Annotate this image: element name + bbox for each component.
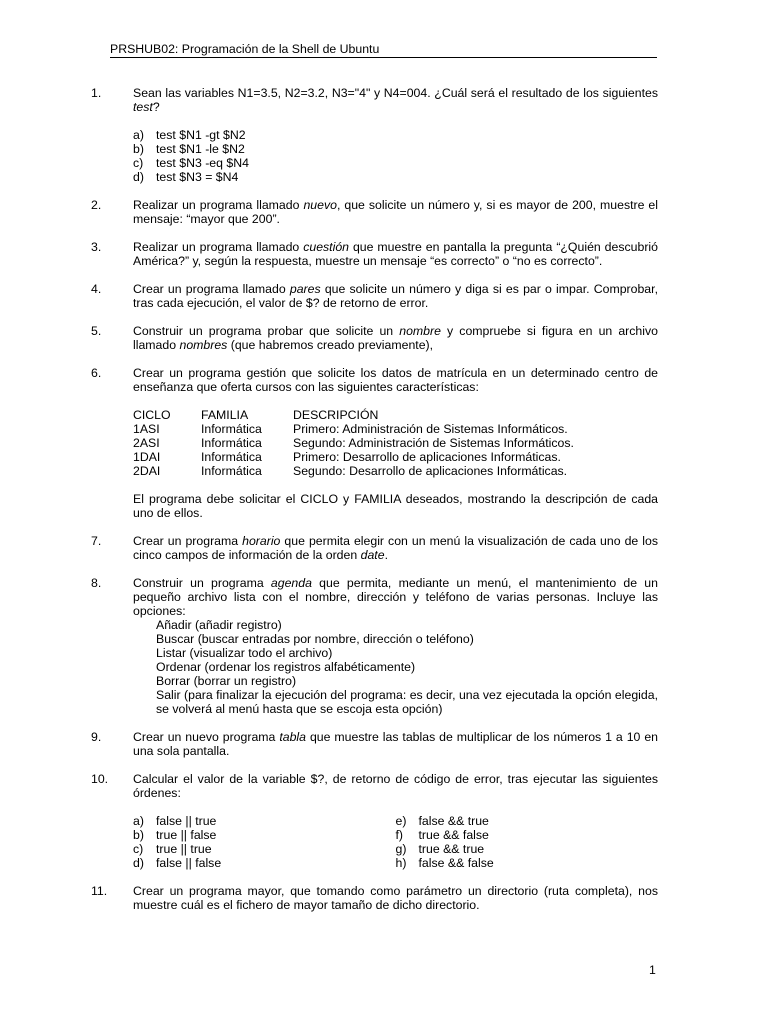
list-item: d) false || false xyxy=(133,856,222,870)
list-item: a) false || true xyxy=(133,814,217,828)
list-item: d) test $N3 = $N4 xyxy=(133,170,239,184)
list-item: g) true && true xyxy=(395,842,485,856)
page-header: PRSHUB02: Programación de la Shell de Ubuntu xyxy=(110,42,657,58)
exercise-text: Crear un programa horario que permita elegir con un menú la visualización de cada uno de los cinco campos de información de la orden date. xyxy=(133,534,658,562)
table-header: FAMILIA xyxy=(201,408,249,422)
option-list xyxy=(133,128,658,184)
exercise-4 xyxy=(91,282,658,310)
exercise-9 xyxy=(91,730,658,758)
table-cell: Primero: Administración de Sistemas Informáticos. xyxy=(293,422,568,436)
exercise-list xyxy=(91,86,658,926)
exercise-number: 9. xyxy=(91,730,102,744)
table-cell: Primero: Desarrollo de aplicaciones Informáticas. xyxy=(293,450,561,464)
exercise-text: Crear un programa llamado pares que solicite un número y diga si es par o impar. Comprobar, tras cada ejecución, el valor de $? de retorno de error. xyxy=(133,282,658,310)
exercise-2 xyxy=(91,198,658,226)
table-cell: 2ASI xyxy=(133,436,160,450)
exercise-number: 1. xyxy=(91,86,102,100)
list-item: Salir (para finalizar la ejecución del programa: es decir, una vez ejecutada la opción elegida, se volverá al menú hasta que se escoja esta opción) xyxy=(156,688,658,716)
exercise-6 xyxy=(91,366,658,520)
table-header: CICLO xyxy=(133,408,171,422)
exercise-text: Crear un nuevo programa tabla que muestre las tablas de multiplicar de los números 1 a 10 en una sola pantalla. xyxy=(133,730,658,758)
table-header: DESCRIPCIÓN xyxy=(293,408,379,422)
exercise-number: 4. xyxy=(91,282,102,296)
list-item: h) false && false xyxy=(395,856,494,870)
command-list xyxy=(133,814,658,870)
page-number: 1 xyxy=(649,963,656,977)
exercise-10 xyxy=(91,772,658,870)
table-cell: 2DAI xyxy=(133,464,161,478)
table-cell: Segundo: Administración de Sistemas Informáticos. xyxy=(293,436,574,450)
exercise-text: Sean las variables N1=3.5, N2=3.2, N3="4" y N4=004. ¿Cuál será el resultado de los siguientes test? xyxy=(133,86,658,114)
exercise-text: Construir un programa agenda que permita, mediante un menú, el mantenimiento de un pequeño archivo lista con el nombre, dirección y teléfono de varias personas. Incluye las opciones: xyxy=(133,576,658,618)
exercise-text: Crear un programa gestión que solicite los datos de matrícula en un determinado centro de enseñanza que oferta cursos con las siguientes características: xyxy=(133,366,658,394)
exercise-text: Calcular el valor de la variable $?, de retorno de código de error, tras ejecutar las siguientes órdenes: xyxy=(133,772,658,800)
list-item: c) true || true xyxy=(133,842,212,856)
table-cell: Informática xyxy=(201,422,262,436)
exercise-number: 5. xyxy=(91,324,102,338)
exercise-number: 7. xyxy=(91,534,102,548)
exercise-text: Realizar un programa llamado cuestión que muestre en pantalla la pregunta “¿Quién descubrió América?” y, según la respuesta, muestre un mensaje “es correcto” o “no es correcto”. xyxy=(133,240,658,268)
exercise-number: 6. xyxy=(91,366,102,380)
list-item: a) test $N1 -gt $N2 xyxy=(133,128,246,142)
exercise-number: 8. xyxy=(91,576,102,590)
list-item: e) false && true xyxy=(395,814,489,828)
exercise-text: Construir un programa probar que solicite un nombre y compruebe si figura en un archivo llamado nombres (que habremos creado previamente), xyxy=(133,324,658,352)
exercise-text: El programa debe solicitar el CICLO y FAMILIA deseados, mostrando la descripción de cada uno de ellos. xyxy=(133,492,658,520)
list-item: Listar (visualizar todo el archivo) xyxy=(156,646,333,660)
list-item: b) true || false xyxy=(133,828,217,842)
table-cell: Informática xyxy=(201,450,262,464)
exercise-5 xyxy=(91,324,658,352)
exercise-7 xyxy=(91,534,658,562)
course-table xyxy=(133,408,658,478)
exercise-text: Crear un programa mayor, que tomando como parámetro un directorio (ruta completa), nos muestre cuál es el fichero de mayor tamaño de dicho directorio. xyxy=(133,884,658,912)
exercise-11 xyxy=(91,884,658,912)
list-item: c) test $N3 -eq $N4 xyxy=(133,156,249,170)
exercise-number: 11. xyxy=(91,884,108,898)
exercise-8 xyxy=(91,576,658,716)
list-item: b) test $N1 -le $N2 xyxy=(133,142,245,156)
list-item: Ordenar (ordenar los registros alfabéticamente) xyxy=(156,660,416,674)
table-cell: 1DAI xyxy=(133,450,161,464)
exercise-1 xyxy=(91,86,658,184)
list-item: Añadir (añadir registro) xyxy=(156,618,282,632)
exercise-number: 2. xyxy=(91,198,102,212)
exercise-text: Realizar un programa llamado nuevo, que solicite un número y, si es mayor de 200, muestre el mensaje: “mayor que 200”. xyxy=(133,198,658,226)
exercise-number: 10. xyxy=(91,772,109,786)
list-item: Borrar (borrar un registro) xyxy=(156,674,297,688)
table-cell: Informática xyxy=(201,464,262,478)
list-item: Buscar (buscar entradas por nombre, dirección o teléfono) xyxy=(156,632,474,646)
exercise-number: 3. xyxy=(91,240,102,254)
list-item: f) true && false xyxy=(395,828,489,842)
table-cell: 1ASI xyxy=(133,422,160,436)
exercise-3 xyxy=(91,240,658,268)
table-cell: Segundo: Desarrollo de aplicaciones Informáticas. xyxy=(293,464,568,478)
table-cell: Informática xyxy=(201,436,262,450)
menu-option-list xyxy=(133,618,658,716)
